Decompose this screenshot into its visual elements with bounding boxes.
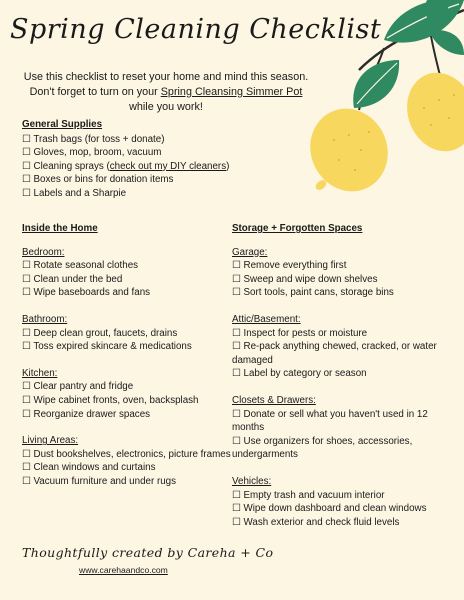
- general-supplies-section: [22, 118, 229, 201]
- checklist-item[interactable]: ☐ Clean under the bed: [22, 273, 123, 285]
- checklist-item[interactable]: ☐ Labels and a Sharpie: [22, 187, 127, 199]
- checklist-item[interactable]: ☐ Wipe baseboards and fans: [22, 287, 151, 299]
- diy-cleaners-link[interactable]: check out my DIY cleaners: [109, 160, 227, 172]
- simmer-pot-link[interactable]: Spring Cleansing Simmer Pot: [160, 86, 303, 98]
- checklist-item[interactable]: ☐ Label by category or season: [232, 368, 367, 380]
- checklist-item[interactable]: ☐ Toss expired skincare & medications: [22, 341, 192, 353]
- garage-label: Garage:: [232, 246, 268, 258]
- checklist-item[interactable]: [22, 160, 229, 174]
- checklist-item[interactable]: ☐ Gloves, mop, broom, vacuum: [22, 147, 162, 159]
- storage-section: [232, 222, 437, 529]
- checklist-item[interactable]: ☐ Re-pack anything chewed, cracked, or water damaged: [232, 341, 437, 366]
- page-title: Spring Cleaning Checklist: [10, 14, 382, 45]
- intro-text: [16, 70, 316, 115]
- checklist-item[interactable]: ☐ Remove everything first: [232, 260, 347, 272]
- website-link[interactable]: www.carehaandco.com: [79, 565, 168, 575]
- intro-line-1: Use this checklist to reset your home and mind this season.: [23, 71, 309, 83]
- checklist-item[interactable]: ☐ Wipe down dashboard and clean windows: [232, 503, 427, 515]
- living-areas-label: Living Areas:: [22, 435, 79, 447]
- checklist-item[interactable]: ☐ Deep clean grout, faucets, drains: [22, 327, 178, 339]
- checklist-item[interactable]: ☐ Donate or sell what you haven't used in 12 months: [232, 408, 428, 434]
- checklist-item[interactable]: ☐ Sort tools, paint cans, storage bins: [232, 287, 394, 299]
- kitchen-label: Kitchen:: [22, 367, 58, 379]
- intro-line-2-prefix: Don't forget to turn on your: [29, 86, 161, 98]
- checklist-item-close: ): [226, 160, 230, 172]
- checklist-item[interactable]: ☐ Inspect for pests or moisture: [232, 327, 368, 339]
- checklist-item[interactable]: ☐ Boxes or bins for donation items: [22, 174, 174, 186]
- checklist-item[interactable]: ☐ Reorganize drawer spaces: [22, 408, 151, 420]
- checklist-item[interactable]: ☐ Sweep and wipe down shelves: [232, 273, 378, 285]
- attic-basement-label: Attic/Basement:: [232, 313, 301, 325]
- checklist-item[interactable]: ☐ Vacuum furniture and under rugs: [22, 475, 177, 487]
- vehicles-label: Vehicles:: [232, 475, 272, 487]
- bathroom-label: Bathroom:: [22, 313, 68, 325]
- checklist-item[interactable]: ☐ Clean windows and curtains: [22, 462, 156, 474]
- checklist-item[interactable]: ☐ Use organizers for shoes, accessories, undergarments: [232, 435, 413, 461]
- general-supplies-heading: General Supplies: [22, 119, 103, 130]
- closets-drawers-label: Closets & Drawers:: [232, 394, 316, 406]
- bedroom-label: Bedroom:: [22, 246, 65, 258]
- checklist-item-text: ☐ Cleaning sprays (: [22, 160, 110, 172]
- checklist-item[interactable]: ☐ Dust bookshelves, electronics, picture frames: [22, 448, 231, 460]
- storage-heading: Storage + Forgotten Spaces: [232, 223, 363, 234]
- checklist-item[interactable]: ☐ Trash bags (for toss + donate): [22, 133, 165, 145]
- checklist-item[interactable]: ☐ Rotate seasonal clothes: [22, 260, 139, 272]
- intro-line-2: [16, 85, 316, 100]
- inside-home-section: [22, 222, 231, 489]
- checklist-item[interactable]: ☐ Wipe cabinet fronts, oven, backsplash: [22, 394, 199, 406]
- checklist-item[interactable]: ☐ Wash exterior and check fluid levels: [232, 516, 400, 528]
- signature: Thoughtfully created by Careha + Co: [22, 545, 274, 560]
- lemon-branch-illustration: [289, 0, 464, 240]
- checklist-item[interactable]: ☐ Clear pantry and fridge: [22, 381, 134, 393]
- inside-home-heading: Inside the Home: [22, 223, 98, 234]
- intro-line-3: while you work!: [129, 101, 203, 113]
- checklist-item[interactable]: ☐ Empty trash and vacuum interior: [232, 489, 385, 501]
